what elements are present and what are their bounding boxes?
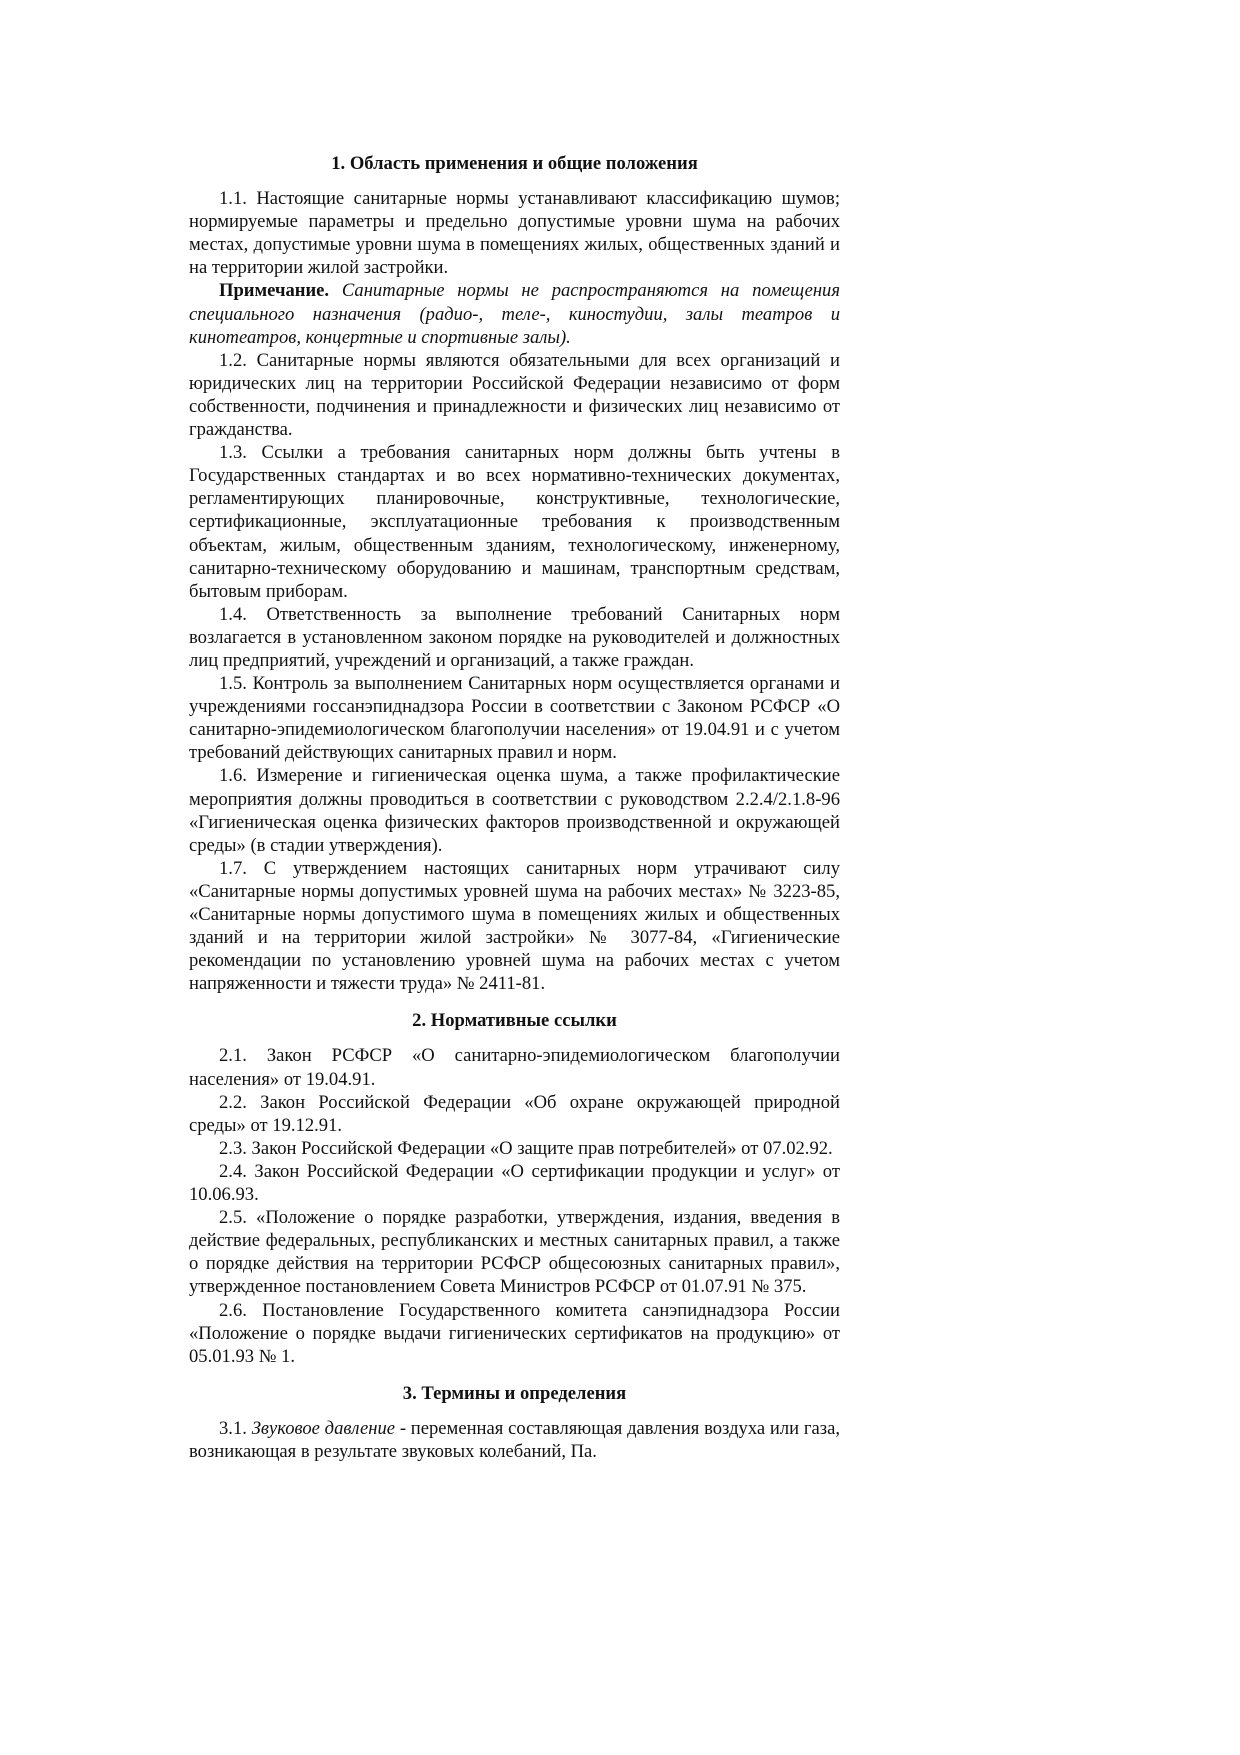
paragraph-2-5: 2.5. «Положение о порядке разработки, утверждения, издания, введения в действие федеральных, республиканских и местных санитарных правил, а также о порядке действия на территории РСФСР общесоюзных санитарных правил», утвержденное постановлением Совета Министров РСФСР от 01.07.91 № 375. [189,1207,840,1298]
paragraph-1-6: 1.6. Измерение и гигиеническая оценка шума, а также профилактические мероприятия должны проводиться в соответствии с руководством 2.2.4/2.1.8-96 «Гигиеническая оценка физических факторов производственной и окружающей среды» (в стадии утверждения). [189,765,840,856]
section-heading-3: 3. Термины и определения [402,1382,627,1404]
paragraph-1-3: 1.3. Ссылки а требования санитарных норм должны быть учтены в Государственных стандартах и во всех нормативно-технических документах, регламентирующих планировочные, конструктивные, технологические, сертификационные, эксплуатационные требования к производственным объектам, жилым, общественным зданиям, технологическому, инженерному, санитарно-техническому оборудованию и машинам, транспортным средствам, бытовым приборам. [189,442,840,602]
paragraph-1-4: 1.4. Ответственность за выполнение требований Санитарных норм возлагается в установленном законом порядке на руководителей и должностных лиц предприятий, учреждений и организаций, а также граждан. [189,603,840,671]
paragraph-1-2: 1.2. Санитарные нормы являются обязательными для всех организаций и юридических лиц на территории Российской Федерации независимо от форм собственности, подчинения и принадлежности и физических лиц независимо от гражданства. [189,349,840,441]
paragraph-2-6: 2.6. Постановление Государственного комитета санэпиднадзора России «Положение о порядке выдачи гигиенических сертификатов на продукцию» от 05.01.93 № 1. [189,1299,840,1367]
paragraph-1-5: 1.5. Контроль за выполнением Санитарных норм осуществляется органами и учреждениями госсанэпиднадзора России в соответствии с Законом РСФСР «О санитарно-эпидемиологическом благополучии населения» от 19.04.91 и с учетом требований действующих санитарных правил и норм. [189,673,840,764]
paragraph-2-4: 2.4. Закон Российской Федерации «О сертификации продукции и услуг» от 10.06.93. [189,1160,840,1206]
paragraph-3-1 [189,1417,840,1463]
section-heading-2: 2. Нормативные ссылки [412,1010,617,1032]
paragraph-1-1: 1.1. Настоящие санитарные нормы устанавливают классификацию шумов; нормируемые параметры и предельно допустимые уровни шума на рабочих местах, допустимые уровни шума в помещениях жилых, общественных зданий и на территории жилой застройки. [189,188,840,279]
note-paragraph [189,279,840,348]
note-text: Санитарные нормы не распространяются на помещения специального назначения (радио-, теле-, киностудии, залы театров и кинотеатров, концертные и спортивные залы). [189,280,840,348]
paragraph-2-2: 2.2. Закон Российской Федерации «Об охране окружающей природной среды» от 19.12.91. [189,1091,840,1136]
paragraph-3-1-number: 3.1. [219,1417,252,1439]
paragraph-2-1: 2.1. Закон РСФСР «О санитарно-эпидемиологическом благополучии населения» от 19.04.91. [189,1045,840,1090]
paragraph-2-3: 2.3. Закон Российской Федерации «О защите прав потребителей» от 07.02.92. [219,1137,833,1159]
term-sound-pressure: Звуковое давление [251,1417,396,1439]
paragraph-1-7: 1.7. С утверждением настоящих санитарных норм утрачивают силу «Санитарные нормы допустимых уровней шума на рабочих местах» № 3223-85, «Санитарные нормы допустимого шума в помещениях жилых и общественных зданий и на территории жилой застройки» № 3077-84, «Гигиенические рекомендации по установлению уровней шума на рабочих местах с учетом напряженности и тяжести труда» № 2411-81. [189,857,840,995]
note-label: Примечание. [219,280,330,302]
section-heading-1: 1. Область применения и общие положения [331,153,698,174]
paragraph-3-1-definition: - переменная составляющая давления воздуха или газа, возникающая в результате звуковых колебаний, Па. [189,1417,840,1462]
document-page [189,152,840,1463]
